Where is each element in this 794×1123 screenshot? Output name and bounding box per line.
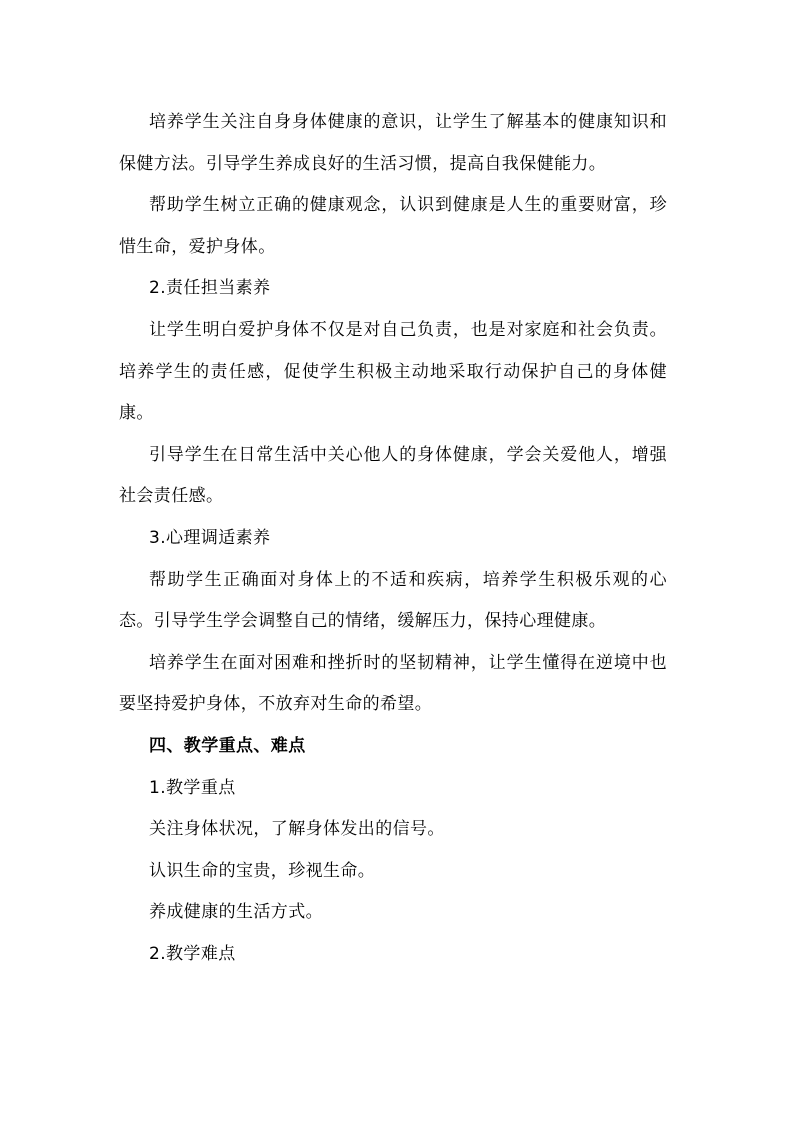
key-point-1: 关注身体状况，了解身体发出的信号。 (149, 819, 445, 840)
subheading-psychology: 3.心理调适素养 (149, 527, 271, 548)
paragraph-health-awareness: 培养学生关注自身身体健康的意识，让学生了解基本的健康知识和保健方法。引导学生养成良好的生活习惯，提高自我保健能力。 (119, 112, 667, 174)
paragraph-psychology: 帮助学生正确面对身体上的不适和疾病，培养学生积极乐观的心态。引导学生学会调整自己的情绪，缓解压力，保持心理健康。 (119, 569, 667, 632)
paragraph-responsibility: 让学生明白爱护身体不仅是对自己负责，也是对家庭和社会负责。培养学生的责任感，促使学生积极主动地采取行动保护自己的身体健康。 (119, 319, 667, 424)
subheading-responsibility: 2.责任担当素养 (149, 278, 271, 299)
subheading-key-points: 1.教学重点 (149, 777, 236, 798)
section-heading-key-points: 四、教学重点、难点 (149, 735, 306, 756)
paragraph-care-others: 引导学生在日常生活中关心他人的身体健康，学会关爱他人，增强社会责任感。 (119, 444, 667, 507)
paragraph-resilience: 培养学生在面对困难和挫折时的坚韧精神，让学生懂得在逆境中也要坚持爱护身体，不放弃对生命的希望。 (119, 652, 667, 715)
document-body (119, 102, 667, 975)
key-point-3: 养成健康的生活方式。 (149, 902, 323, 923)
paragraph-health-concept: 帮助学生树立正确的健康观念，认识到健康是人生的重要财富，珍惜生命，爱护身体。 (119, 195, 667, 257)
subheading-difficulties: 2.教学难点 (149, 943, 236, 964)
key-point-2: 认识生命的宝贵，珍视生命。 (149, 860, 376, 881)
